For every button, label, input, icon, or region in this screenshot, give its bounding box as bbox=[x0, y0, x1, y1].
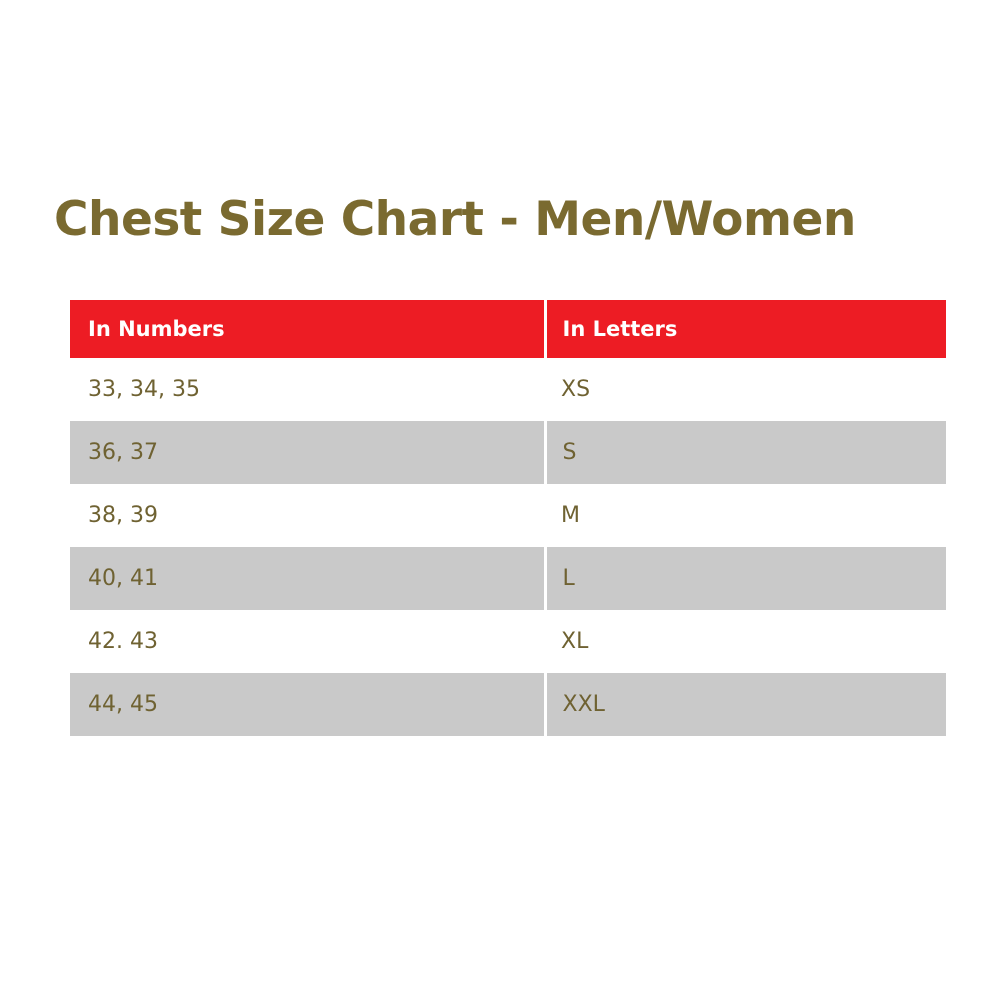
cell-in-letters: M bbox=[545, 484, 946, 547]
cell-in-numbers: 40, 41 bbox=[70, 547, 545, 610]
table-row bbox=[70, 421, 946, 484]
cell-in-numbers: 44, 45 bbox=[70, 673, 545, 736]
table-row bbox=[70, 547, 946, 610]
column-header-in-letters: In Letters bbox=[545, 300, 946, 358]
column-header-in-numbers: In Numbers bbox=[70, 300, 545, 358]
table-header-row bbox=[70, 300, 946, 358]
table-row bbox=[70, 484, 946, 547]
table-body bbox=[70, 358, 946, 736]
cell-in-numbers: 42. 43 bbox=[70, 610, 545, 673]
table-row bbox=[70, 610, 946, 673]
page-title: Chest Size Chart - Men/Women bbox=[54, 192, 856, 247]
cell-in-letters: XL bbox=[545, 610, 946, 673]
cell-in-numbers: 33, 34, 35 bbox=[70, 358, 545, 421]
cell-in-letters: XS bbox=[545, 358, 946, 421]
table-header bbox=[70, 300, 946, 358]
table-row bbox=[70, 673, 946, 736]
cell-in-numbers: 36, 37 bbox=[70, 421, 545, 484]
cell-in-numbers: 38, 39 bbox=[70, 484, 545, 547]
cell-in-letters: L bbox=[545, 547, 946, 610]
cell-in-letters: S bbox=[545, 421, 946, 484]
cell-in-letters: XXL bbox=[545, 673, 946, 736]
table-row bbox=[70, 358, 946, 421]
chest-size-table bbox=[70, 300, 946, 736]
